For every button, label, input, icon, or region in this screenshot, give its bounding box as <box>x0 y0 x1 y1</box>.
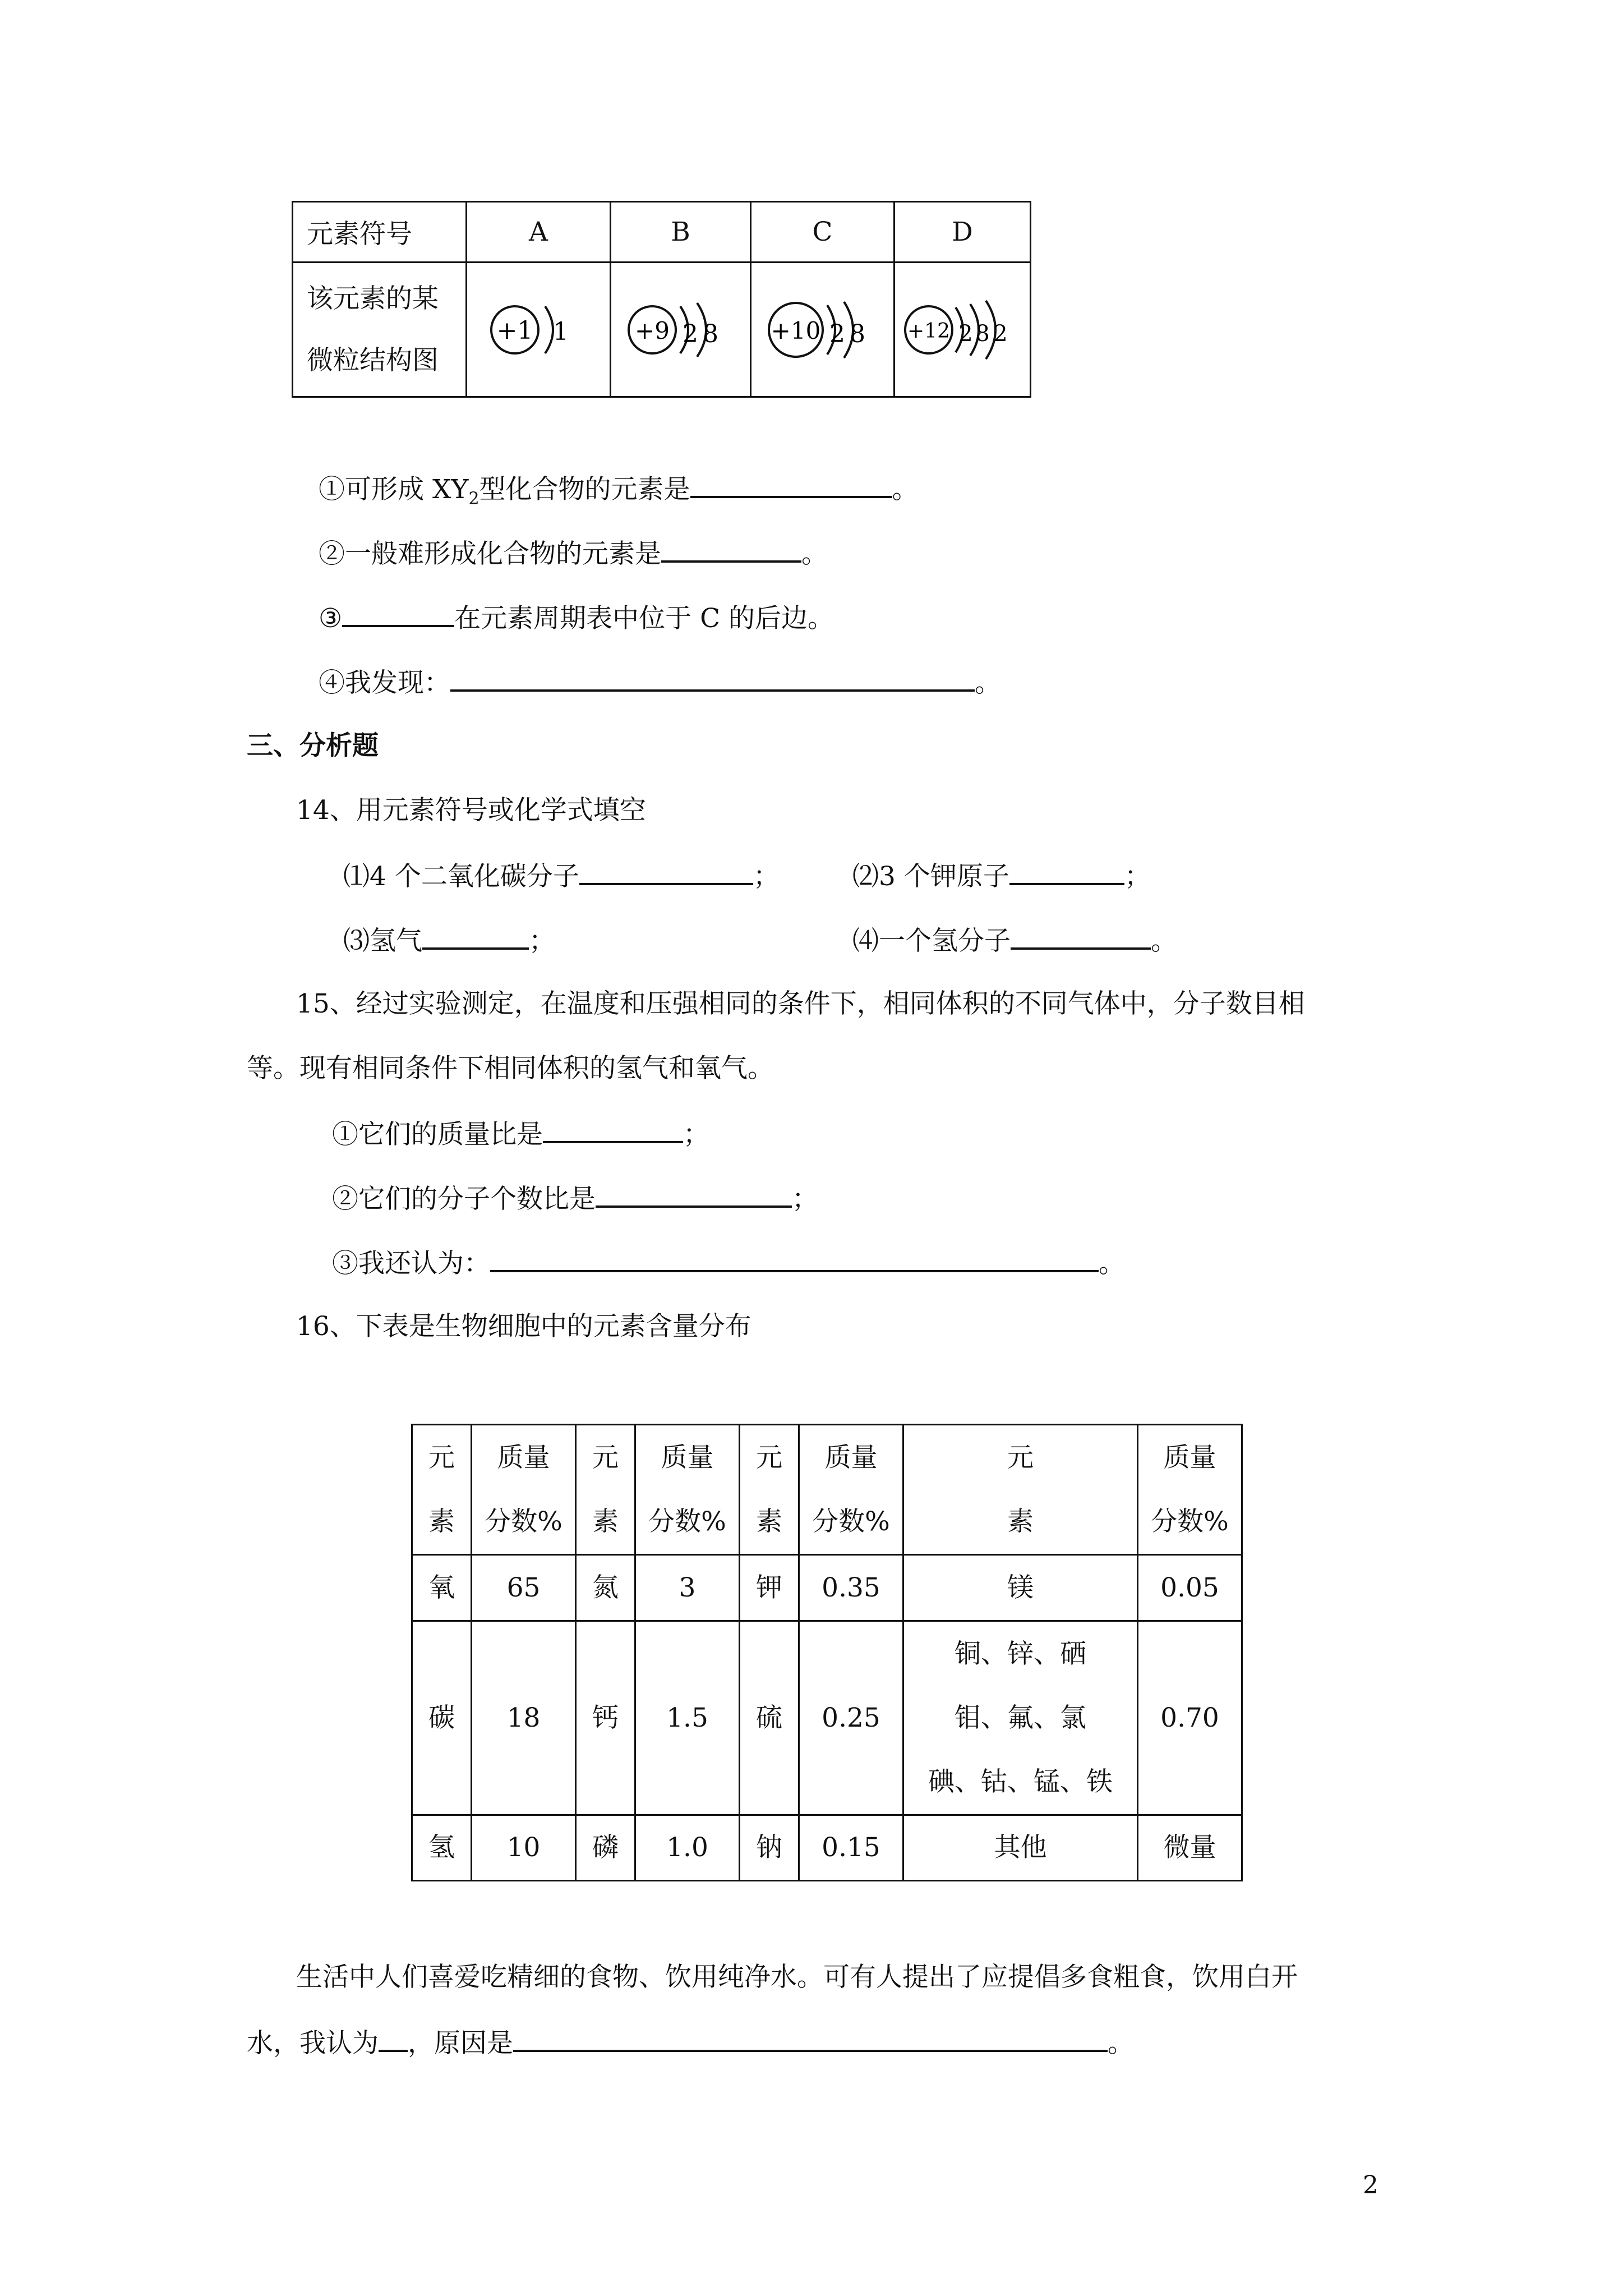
header-element-2-a: 元 <box>592 1442 619 1473</box>
closing-opinion-blank[interactable] <box>379 2025 408 2052</box>
q14-d-text: ⑷一个氢分子 <box>852 926 1011 956</box>
nucleus-b: +9 <box>634 316 670 344</box>
q14-title: 14、用元素符号或化学式填空 <box>296 795 646 826</box>
q14-c-text: ⑶氢气 <box>343 926 422 956</box>
q13-item2-text: ②一般难形成化合物的元素是 <box>319 539 661 569</box>
shell-arc-a1 <box>545 306 553 353</box>
q13-item3 <box>319 600 834 636</box>
q14-c-blank[interactable] <box>422 923 529 950</box>
table-row <box>412 1815 1242 1881</box>
q13-item4-text: ④我发现： <box>319 668 450 698</box>
q13-item1-blank[interactable] <box>690 471 892 498</box>
cell-e4-line3: 碘、钴、锰、铁 <box>928 1766 1113 1797</box>
q14-c <box>343 923 555 958</box>
q13-item2 <box>319 536 828 571</box>
element-structure-table <box>292 201 1031 398</box>
q14-c-end: ； <box>529 926 555 956</box>
cell-e1: 氢 <box>412 1815 472 1881</box>
cell-v1: 65 <box>472 1555 576 1621</box>
header-element-4 <box>903 1425 1138 1555</box>
q14-a-text: ⑴4 个二氧化碳分子 <box>343 861 579 892</box>
cell-v3: 0.35 <box>799 1555 903 1621</box>
header-element-3 <box>740 1425 799 1555</box>
cell-e2: 钙 <box>576 1621 635 1815</box>
cell-v4: 微量 <box>1138 1815 1242 1881</box>
q13-item1-text-post: 型化合物的元素是 <box>479 474 690 505</box>
structure-c <box>751 263 895 397</box>
header-element-3-b: 素 <box>756 1506 782 1537</box>
q13-item4-blank[interactable] <box>450 665 975 692</box>
q15-item1 <box>332 1116 709 1152</box>
q15-item1-text: ①它们的质量比是 <box>332 1119 543 1150</box>
header-mass-4 <box>1138 1425 1242 1555</box>
q14-a <box>343 858 780 894</box>
q15-item2-end: ； <box>792 1184 818 1214</box>
header-mass-2 <box>635 1425 740 1555</box>
header-element-1-b: 素 <box>428 1506 455 1537</box>
closing-line2-text: 水，我认为 <box>247 2028 379 2059</box>
header-mass-3-a: 质量 <box>824 1442 878 1473</box>
symbol-b: B <box>611 202 751 263</box>
cell-e1: 碳 <box>412 1621 472 1815</box>
q14-d-blank[interactable] <box>1011 923 1151 950</box>
cell-e4: 镁 <box>903 1555 1138 1621</box>
row-label-symbol: 元素符号 <box>293 202 467 263</box>
structure-d <box>895 263 1031 397</box>
cell-e2: 氮 <box>576 1555 635 1621</box>
header-element-4-b: 素 <box>1007 1506 1034 1537</box>
row-label-structure-line2: 微粒结构图 <box>307 344 439 376</box>
cell-e3: 钠 <box>740 1815 799 1881</box>
cell-v4: 0.70 <box>1138 1621 1242 1815</box>
atom-diagram-d <box>901 291 1024 369</box>
cell-e4-line2: 钼、氟、氯 <box>955 1702 1086 1733</box>
nucleus-c: +10 <box>771 316 820 344</box>
nucleus-a: +1 <box>496 316 533 345</box>
cell-v3: 0.25 <box>799 1621 903 1815</box>
cell-e3: 硫 <box>740 1621 799 1815</box>
cell-v2: 1.5 <box>635 1621 740 1815</box>
q13-item1 <box>319 471 919 516</box>
shell-b1: 2 <box>682 319 698 348</box>
closing-line1: 生活中人们喜爱吃精细的食物、饮用纯净水。可有人提出了应提倡多食粗食，饮用白开 <box>296 1962 1298 1993</box>
header-mass-3-b: 分数% <box>812 1506 890 1537</box>
q15-item2 <box>332 1181 818 1216</box>
q15-item1-blank[interactable] <box>543 1116 683 1143</box>
header-mass-4-a: 质量 <box>1163 1442 1216 1473</box>
header-mass-1-b: 分数% <box>485 1506 562 1537</box>
symbol-a: A <box>467 202 611 263</box>
shell-c1: 2 <box>829 319 845 348</box>
q14-a-end: ； <box>753 861 780 892</box>
q14-d-end: 。 <box>1151 926 1177 956</box>
shell-a1: 1 <box>553 317 569 346</box>
q14-b-blank[interactable] <box>1009 858 1124 885</box>
structure-a <box>467 263 611 397</box>
cell-e1: 氧 <box>412 1555 472 1621</box>
page-number: 2 <box>1363 2171 1378 2200</box>
q13-item2-blank[interactable] <box>661 536 801 563</box>
header-mass-1 <box>472 1425 576 1555</box>
cell-e4-line1: 铜、锌、硒 <box>955 1638 1086 1669</box>
q15-item3-end: 。 <box>1099 1248 1125 1279</box>
q13-item4-end: 。 <box>975 668 1001 698</box>
table-row <box>412 1555 1242 1621</box>
cell-v1: 18 <box>472 1621 576 1815</box>
nucleus-d: +12 <box>907 319 950 343</box>
header-element-1 <box>412 1425 472 1555</box>
cell-v4: 0.05 <box>1138 1555 1242 1621</box>
q13-item2-end: 。 <box>801 539 828 569</box>
closing-reason-blank[interactable] <box>513 2025 1108 2052</box>
q15-line1: 15、经过实验测定，在温度和压强相同的条件下，相同体积的不同气体中，分子数目相 <box>296 988 1305 1019</box>
header-element-4-a: 元 <box>1007 1442 1034 1473</box>
q15-item2-text: ②它们的分子个数比是 <box>332 1184 596 1214</box>
shell-d3: 2 <box>993 320 1008 347</box>
q14-a-blank[interactable] <box>579 858 753 885</box>
q13-item4 <box>319 665 1001 700</box>
cell-v2: 1.0 <box>635 1815 740 1881</box>
cell-e4 <box>903 1621 1138 1815</box>
cell-element-table <box>411 1424 1243 1881</box>
symbol-d: D <box>895 202 1031 263</box>
q13-item3-prefix: ③ <box>319 603 343 634</box>
header-element-2 <box>576 1425 635 1555</box>
atom-diagram-c <box>761 291 884 369</box>
row-label-structure <box>293 263 467 397</box>
section-heading: 三、分析题 <box>247 730 379 761</box>
q16-title: 16、下表是生物细胞中的元素含量分布 <box>296 1311 751 1342</box>
q13-item1-subscript: 2 <box>468 489 479 509</box>
q14-b <box>852 858 1151 894</box>
q13-item1-end: 。 <box>892 474 919 505</box>
shell-c2: 8 <box>849 319 865 348</box>
q15-item3-blank[interactable] <box>490 1245 1099 1272</box>
header-mass-3 <box>799 1425 903 1555</box>
cell-v3: 0.15 <box>799 1815 903 1881</box>
q15-item1-end: ； <box>683 1119 709 1150</box>
q13-item3-blank[interactable] <box>342 600 454 627</box>
header-element-2-b: 素 <box>592 1506 619 1537</box>
q14-b-end: ； <box>1124 861 1151 892</box>
header-mass-4-b: 分数% <box>1151 1506 1229 1537</box>
atom-diagram-a <box>482 291 594 369</box>
header-element-1-a: 元 <box>428 1442 455 1473</box>
q13-item1-text: ①可形成 XY <box>319 474 469 505</box>
header-mass-1-a: 质量 <box>497 1442 550 1473</box>
cell-e2: 磷 <box>576 1815 635 1881</box>
cell-e3: 钾 <box>740 1555 799 1621</box>
cell-v1: 10 <box>472 1815 576 1881</box>
closing-line2 <box>247 2025 1134 2060</box>
q15-item3 <box>332 1245 1125 1281</box>
table-row <box>412 1621 1242 1815</box>
shell-d2: 8 <box>975 320 990 347</box>
cell-e4: 其他 <box>903 1815 1138 1881</box>
q15-item3-text: ③我还认为： <box>332 1248 490 1279</box>
header-element-3-a: 元 <box>756 1442 782 1473</box>
cell-v2: 3 <box>635 1555 740 1621</box>
q14-d <box>852 923 1177 958</box>
symbol-c: C <box>751 202 895 263</box>
shell-b2: 8 <box>702 319 718 348</box>
q15-item2-blank[interactable] <box>596 1181 792 1208</box>
structure-b <box>611 263 751 397</box>
atom-diagram-b <box>622 291 740 369</box>
q15-line2: 等。现有相同条件下相同体积的氢气和氧气。 <box>247 1053 774 1084</box>
q14-b-text: ⑵3 个钾原子 <box>852 861 1009 892</box>
closing-line2-mid: ，原因是 <box>408 2028 513 2059</box>
row-label-structure-line1: 该元素的某 <box>307 283 439 314</box>
q13-item3-text: 在元素周期表中位于 C 的后边。 <box>454 603 834 634</box>
closing-line2-end: 。 <box>1108 2028 1134 2059</box>
header-mass-2-b: 分数% <box>648 1506 726 1537</box>
header-mass-2-a: 质量 <box>661 1442 714 1473</box>
shell-d1: 2 <box>958 320 973 347</box>
